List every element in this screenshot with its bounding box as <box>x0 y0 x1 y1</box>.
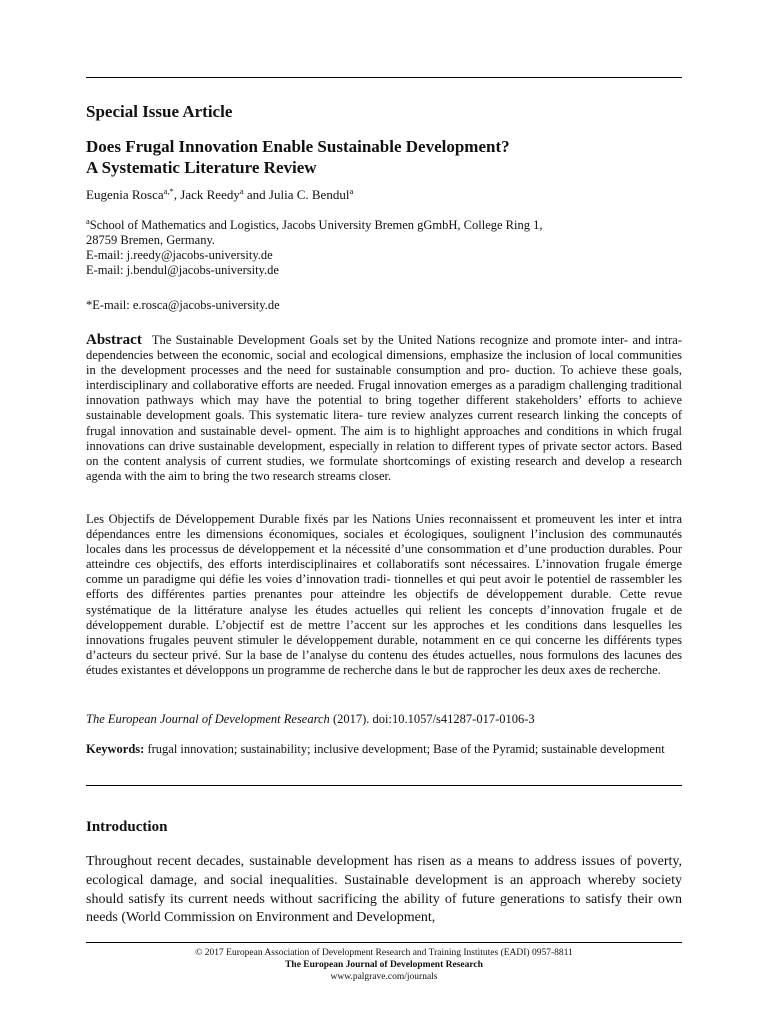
citation-doi: (2017). doi:10.1057/s41287-017-0106-3 <box>329 712 535 726</box>
citation-journal: The European Journal of Development Research <box>86 712 330 726</box>
footer-copyright: © 2017 European Association of Development Research and Training Institutes (EADI) 0957-8811 <box>195 948 573 958</box>
citation <box>86 712 682 727</box>
corresponding-email: *E-mail: e.rosca@jacobs-university.de <box>86 298 280 312</box>
author-name: Jack Reedy <box>180 187 240 202</box>
keywords-label: Keywords: <box>86 742 145 756</box>
article-type: Special Issue Article <box>86 102 233 121</box>
author-name: Eugenia Rosca <box>86 187 164 202</box>
abstract-text: The Sustainable Development Goals set by the United Nations recognize and promote inter- and intra-dependencies between the economic, social and ecological dimensions, emphasize the inclusion of local communities in the development processes and the need for sustainable consumption and pro- duction. To achieve these goals, interdisciplinary and collaborative efforts are needed. Frugal innovation emerges as a paradigm challenging traditional innovation pathways which may have the potential to bring together different stakeholders’ efforts to achieve sustainable development goals. This systematic litera- ture review analyzes current research linking the concepts of frugal innovation and sustainable devel- opment. The aim is to highlight approaches and conditions in which frugal innovations can drive sustainable development, especially in relation to different types of private sector actors. Based on the content analysis of current studies, we formulate shortcomings of existing research and develop a research agenda with the aim to bring the two research streams closer. <box>86 333 682 483</box>
top-rule <box>86 77 682 78</box>
author-superscript: a <box>239 186 244 196</box>
author-name: Julia C. Bendul <box>268 187 350 202</box>
email-line: E-mail: j.bendul@jacobs-university.de <box>86 263 279 277</box>
affiliation-line <box>86 218 682 233</box>
title-line-1: Does Frugal Innovation Enable Sustainable Development? <box>86 137 510 156</box>
introduction-paragraph: Throughout recent decades, sustainable development has risen as a means to address issues of poverty, ecological damage, and social inequalities. Sustainable development is an approach whereby society should satisfy its current needs without sacrificing the ability of future generations to satisfy their own needs (World Commission on Environment and Development, <box>86 854 682 926</box>
author-superscript: a <box>349 186 354 196</box>
section-heading: Introduction <box>86 819 168 835</box>
keywords <box>86 742 682 758</box>
author-separator: and <box>243 187 269 202</box>
affiliation-line: 28759 Bremen, Germany. <box>86 233 216 247</box>
french-abstract: Les Objectifs de Développement Durable fixés par les Nations Unies reconnaissent et promeuvent les inter et intra dépendances entre les dimensions économiques, sociales et écologiques, soulignent l’inclusion des communautés locales dans les processus de développement et la nécessité d’une consommation et d’une production durables. Pour atteindre ces objectifs, des efforts interdisciplinaires et collaboratifs sont nécessaires. L’innovation frugale émerge comme un paradigme qui défie les voies d’innovation tradi- tionnelles et qui peut avoir le potentiel de rassembler les efforts des différentes parties prenantes pour atteindre les objectifs de développement durable. Cette revue systématique de la littérature analyse les études actuelles qui relient les concepts d’innovation frugale et de développement durable. L’objectif est de mettre l’accent sur les approches et les conditions dans lesquelles les innovations frugales peuvent stimuler le développement durable, notamment en ce qui concerne les différents types d’acteurs du secteur privé. Sur la base de l’analyse du contenu des études actuelles, nous formulons des lacunes des études existantes et développons un programme de recherche dans le but de rapprocher les deux axes de recherche. <box>86 512 682 677</box>
footer-rule <box>86 942 682 943</box>
article-title <box>86 136 682 178</box>
footer-journal: The European Journal of Development Research <box>285 960 483 970</box>
footer-url: www.palgrave.com/journals <box>330 972 438 982</box>
author-superscript: a,* <box>163 186 174 196</box>
author-separator: , <box>173 187 181 202</box>
author-list <box>86 186 682 204</box>
section-rule <box>86 785 682 786</box>
affiliation-address: School of Mathematics and Logistics, Jacobs University Bremen gGmbH, College Ring 1, <box>89 218 543 232</box>
affiliation <box>86 218 682 278</box>
email-line: E-mail: j.reedy@jacobs-university.de <box>86 248 273 262</box>
keywords-text: frugal innovation; sustainability; inclusive development; Base of the Pyramid; sustainable development <box>144 742 665 756</box>
page-footer <box>86 947 682 983</box>
abstract-label: Abstract <box>86 332 142 348</box>
title-line-2: A Systematic Literature Review <box>86 158 317 177</box>
abstract <box>86 333 682 484</box>
affiliation-superscript: a <box>86 216 90 226</box>
